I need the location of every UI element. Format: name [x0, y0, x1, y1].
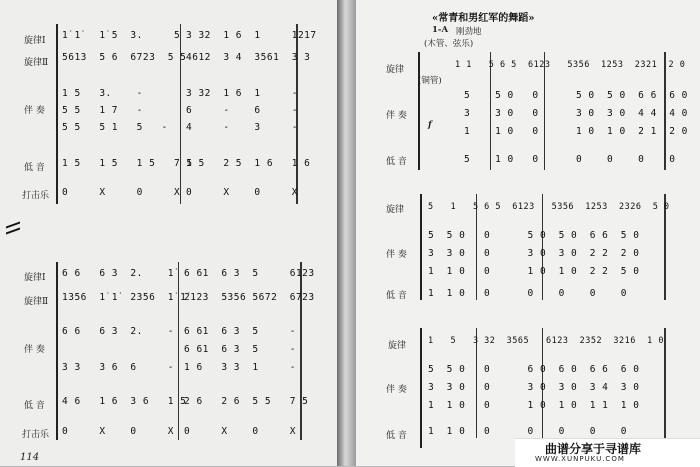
piece-title: «常青和男红军的舞蹈»: [432, 13, 535, 24]
barline: [178, 262, 179, 440]
accomp-row-3: 1 6 3 3 1 -: [184, 362, 296, 373]
percussion-row: 0 X 0 X: [62, 426, 174, 437]
accomp-row-1: 5 5 0 0 5 0 5 0 6 6 6 0: [464, 90, 688, 101]
melody-2-row: 4612 3 4 3561 3 3: [186, 52, 311, 63]
barline: [300, 262, 302, 440]
accomp-row-1: 1 5 3. -: [62, 88, 143, 99]
accomp-row-1: 6 6 6 3 2. -: [62, 326, 174, 337]
melody-1-row: 1̇ 1̇ 1̇ 5 3. 5: [62, 30, 181, 41]
watermark-url: WWW.XUNPUKU.COM: [535, 455, 625, 463]
system-bracket: [420, 328, 422, 448]
label-melody: 旋律: [386, 205, 405, 215]
label-accompaniment: 伴 奏: [386, 385, 407, 395]
left-score-page: [0, 0, 337, 466]
watermark-banner: [515, 438, 700, 467]
label-bass: 低 音: [24, 401, 45, 411]
label-accompaniment: 伴 奏: [386, 250, 407, 260]
label-bass: 低 音: [24, 163, 45, 173]
accomp-row-1: 3 32 1 6 1 -: [186, 88, 298, 99]
accomp-row-2: 3 3 0 0 3 0 3 0 3 4 3 0: [428, 382, 640, 393]
system-bracket: [420, 194, 422, 300]
label-melody-2: 旋律Ⅱ: [24, 58, 49, 68]
melody-row: 1 5 3 32 3565 6123 2352 3216 1 0: [428, 336, 664, 346]
system-bracket: [418, 52, 420, 170]
percussion-row: 0 X 0 X: [186, 187, 298, 198]
bass-row: 1 5 2 5 1 6 1 6: [186, 158, 311, 169]
dynamic-marking: f: [428, 120, 432, 130]
bass-row: 5 1 0 0 0 0 0 0: [464, 154, 676, 165]
tempo-marking: 刚劲地: [456, 27, 482, 37]
accomp-row-2: 3 3 0 0 3 0 3 0 4 4 4 0: [464, 108, 688, 119]
label-accompaniment: 伴 奏: [386, 111, 407, 121]
label-bass: 低 音: [386, 431, 407, 441]
bass-row: 2 6 2 6 5 5 7 5: [184, 396, 309, 407]
melody-row: 5 1 5 6 5 6123 5356 1253 2326 5 0: [428, 202, 670, 212]
bass-row: 1 5 1 5 1 5 7 5: [62, 158, 193, 169]
label-percussion: 打击乐: [22, 430, 50, 440]
instrumentation-note: (木管、弦乐): [424, 39, 474, 49]
accomp-row-2: 6 - 6 -: [186, 105, 298, 116]
bass-row: 1 1 0 0 0 0 0 0: [428, 288, 628, 299]
label-bass: 低 音: [386, 291, 407, 301]
accomp-row-2: 3 3 3 6 6 -: [62, 362, 174, 373]
accomp-row-3: 1 1 0 0 1 0 1 0 2 2 5 0: [428, 266, 640, 277]
melody-1-row: 3 32 1 6 1 1217: [186, 30, 317, 41]
melody-1-row: 6 6 6 3 2. 1̇: [62, 268, 174, 279]
page-number: 114: [20, 452, 40, 463]
accomp-row-2: 5 5 1 7 -: [62, 105, 143, 116]
label-bass: 低 音: [386, 157, 407, 167]
accomp-row-2: 6 61 6 3 5 -: [184, 344, 296, 355]
system-bracket: [56, 262, 58, 440]
label-melody: 旋律: [386, 65, 405, 75]
accomp-row-1: 5 5 0 0 6 0 6 0 6 6 6 0: [428, 364, 640, 375]
accomp-row-3: 1 1 0 0 1 0 1 0 2 1 2 0: [464, 126, 688, 137]
system-bracket: [56, 24, 58, 204]
brass-note: (铜管): [418, 76, 442, 86]
label-accompaniment: 伴 奏: [24, 106, 45, 116]
repeat-sign: [6, 221, 20, 234]
accomp-row-2: 3 3 0 0 3 0 3 0 2 2 2 0: [428, 248, 640, 259]
section-label: 1-A: [432, 25, 449, 35]
percussion-row: 0 X 0 X: [62, 187, 181, 198]
melody-1-row: 6 61 6 3 5 6123: [184, 268, 315, 279]
label-melody: 旋律: [388, 341, 407, 351]
percussion-row: 0 X 0 X: [184, 426, 296, 437]
melody-2-row: 1356 1̇ 1̇ 2356 1̇ 1̇: [62, 292, 187, 303]
barline: [180, 24, 181, 204]
accomp-row-3: 5 5 5 1 5 -: [62, 122, 168, 133]
accomp-row-1: 5 5 0 0 5 0 5 0 6 6 5 0: [428, 230, 640, 241]
label-melody-1: 旋律Ⅰ: [24, 36, 46, 46]
label-percussion: 打击乐: [22, 191, 50, 201]
melody-2-row: 2123 5356 5672 6723: [184, 292, 315, 303]
bass-row: 1 1 0 0 0 0 0 0: [428, 426, 628, 437]
accomp-row-3: 4 - 3 -: [186, 122, 298, 133]
accomp-row-1: 6 61 6 3 5 -: [184, 326, 296, 337]
label-accompaniment: 伴 奏: [24, 345, 45, 355]
melody-2-row: 5613 5 6 6723 5 5: [62, 52, 187, 63]
barline: [664, 328, 666, 438]
book-gutter: [337, 0, 356, 466]
label-melody-1: 旋律Ⅰ: [24, 273, 46, 283]
melody-row: 1 1 5 6 5 6123 5356 1253 2321 2 0: [455, 60, 686, 70]
watermark-text: 曲谱分享于寻谱库: [545, 442, 642, 456]
label-melody-2: 旋律Ⅱ: [24, 297, 49, 307]
bass-row: 4 6 1 6 3 6 1 5: [62, 396, 187, 407]
accomp-row-3: 1 1 0 0 1 0 1 0 1 1 1 0: [428, 400, 640, 411]
